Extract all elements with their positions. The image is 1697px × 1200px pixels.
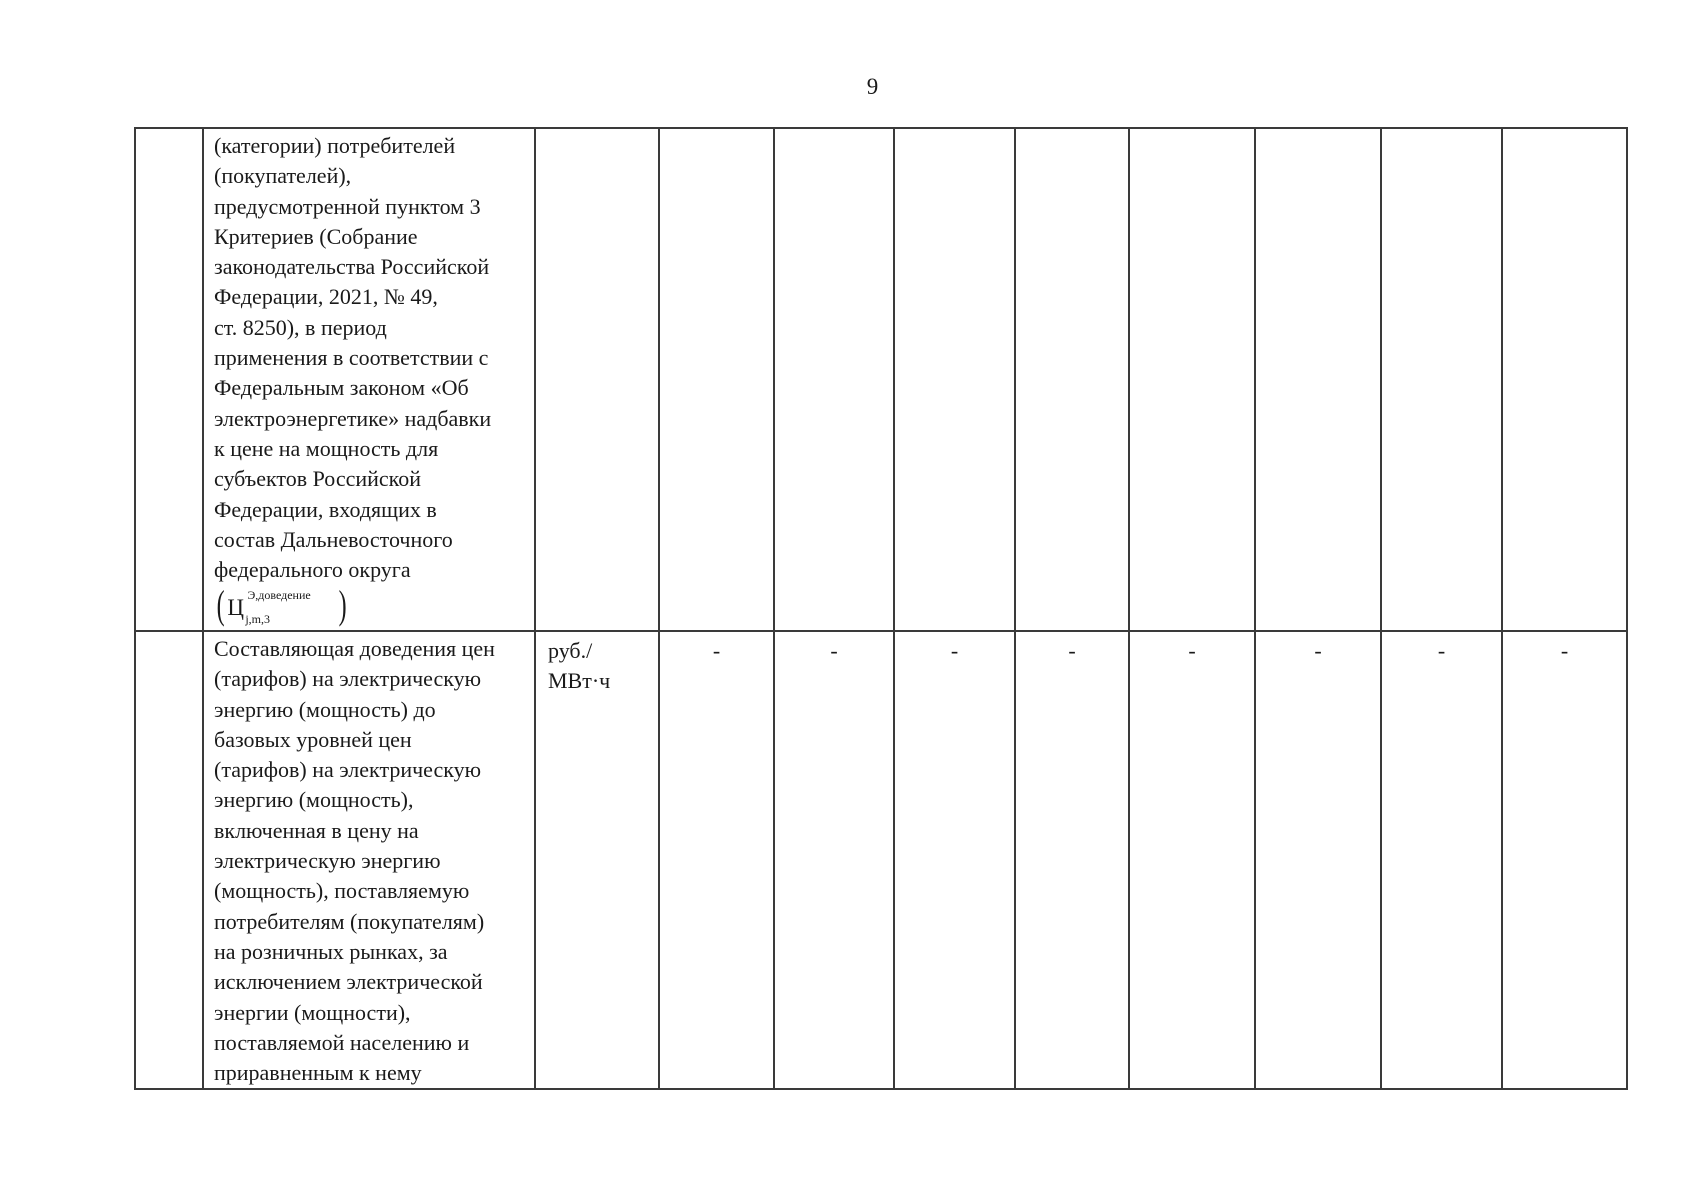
formula-close-paren: ) (338, 582, 347, 628)
tariff-table (134, 127, 1628, 1090)
value-cell (1255, 128, 1381, 631)
formula-subscript: j,m,3 (245, 612, 270, 627)
unit-cell: руб./ МВт·ч (535, 631, 659, 1089)
unit-cell (535, 128, 659, 631)
row-number-cell (135, 128, 203, 631)
description-cell: Составляющая доведения цен (тарифов) на электрическую энергию (мощность) до базовых уровней цен (тарифов) на электрическую энергию (мощность), включенная в цену на электрическую энергию (мощность), поставляемую потребителям (покупателям) на розничных рынках, за исключением электрической энергии (мощности), поставляемой населению и приравненным к нему (203, 631, 535, 1089)
value-cell: - (774, 631, 894, 1089)
formula-symbol (227, 585, 336, 625)
formula-superscript: Э,доведение (247, 588, 311, 603)
value-cell (1502, 128, 1627, 631)
price-formula (214, 582, 349, 628)
value-cell (1381, 128, 1502, 631)
value-cell (659, 128, 774, 631)
value-cell: - (1015, 631, 1129, 1089)
value-cell: - (1255, 631, 1381, 1089)
description-text: (категории) потребителей (покупателей), предусмотренной пунктом 3 Критериев (Собрание законодательства Российской Федерации, 2021, № 49, ст. 8250), в период применения в соответствии с Федеральным законом «Об электроэнергетике» надбавки к цене на мощность для субъектов Российской Федерации, входящих в состав Дальневосточного федерального округа (214, 133, 492, 583)
row-number-cell (135, 631, 203, 1089)
description-cell (203, 128, 535, 631)
value-cell (1015, 128, 1129, 631)
value-cell: - (1502, 631, 1627, 1089)
value-cell (894, 128, 1015, 631)
table-row (135, 631, 1627, 1089)
formula-base: Ц (227, 595, 244, 621)
value-cell: - (1129, 631, 1255, 1089)
page-number: 9 (866, 74, 879, 99)
value-cell (1129, 128, 1255, 631)
formula-open-paren: ( (216, 582, 225, 628)
value-cell (774, 128, 894, 631)
value-cell: - (894, 631, 1015, 1089)
value-cell: - (1381, 631, 1502, 1089)
table-row (135, 128, 1627, 631)
value-cell: - (659, 631, 774, 1089)
